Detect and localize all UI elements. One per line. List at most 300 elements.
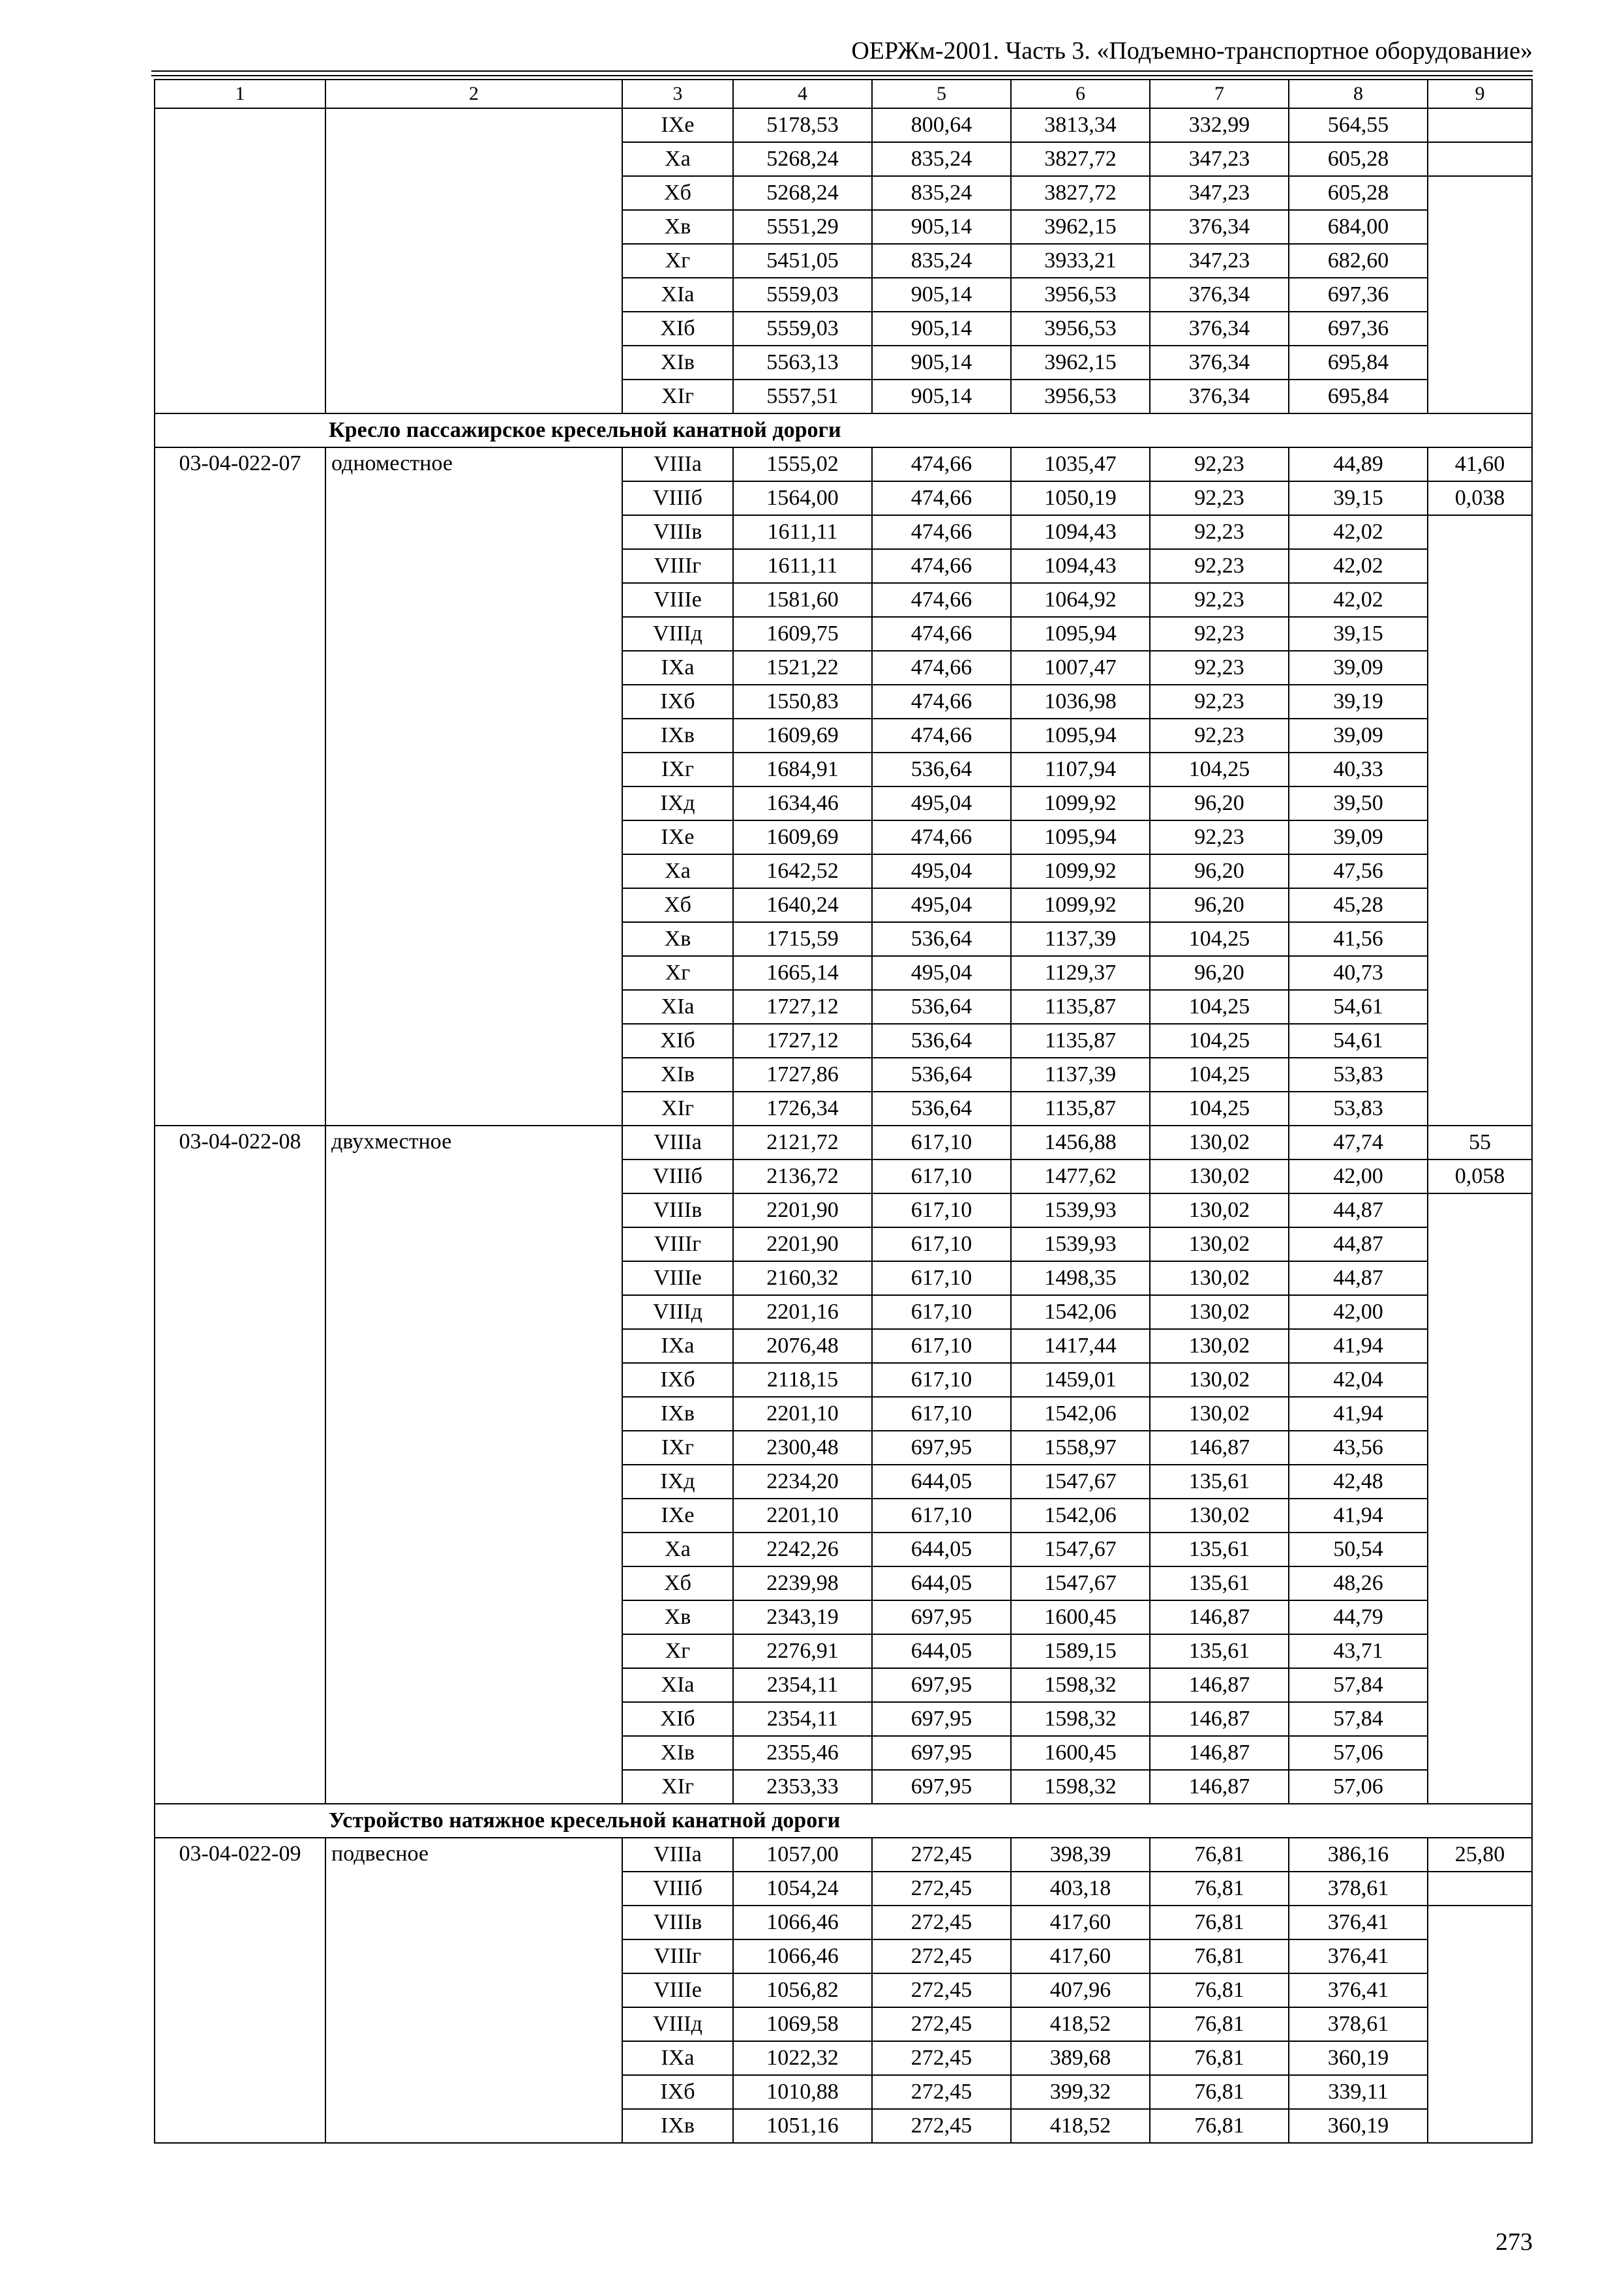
value-cell: 1598,32 xyxy=(1011,1770,1150,1804)
value-cell: 536,64 xyxy=(872,1092,1011,1126)
value-cell: 800,64 xyxy=(872,108,1011,142)
value-cell: 42,02 xyxy=(1289,583,1428,617)
value-cell: 1036,98 xyxy=(1011,685,1150,719)
section-row xyxy=(155,1804,1532,1838)
value-cell: 905,14 xyxy=(872,210,1011,244)
value-cell: 1054,24 xyxy=(733,1872,872,1906)
value-cell: 3827,72 xyxy=(1011,142,1150,176)
value-cell: 1598,32 xyxy=(1011,1702,1150,1736)
extra-empty xyxy=(1428,1906,1532,2143)
value-cell: 1542,06 xyxy=(1011,1499,1150,1533)
value-cell: 3956,53 xyxy=(1011,312,1150,346)
region-cell: VIIIб xyxy=(622,481,733,515)
value-cell: 697,95 xyxy=(872,1431,1011,1465)
value-cell: 96,20 xyxy=(1150,956,1289,990)
value-cell: 50,54 xyxy=(1289,1533,1428,1566)
extra-value xyxy=(1428,1872,1532,1906)
value-cell: 96,20 xyxy=(1150,888,1289,922)
value-cell: 2354,11 xyxy=(733,1702,872,1736)
value-cell: 474,66 xyxy=(872,583,1011,617)
value-cell: 2234,20 xyxy=(733,1465,872,1499)
value-cell: 5551,29 xyxy=(733,210,872,244)
value-cell: 130,02 xyxy=(1150,1363,1289,1397)
value-cell: 42,48 xyxy=(1289,1465,1428,1499)
value-cell: 1547,67 xyxy=(1011,1465,1150,1499)
value-cell: 1099,92 xyxy=(1011,888,1150,922)
value-cell: 697,36 xyxy=(1289,278,1428,312)
value-cell: 1107,94 xyxy=(1011,753,1150,786)
value-cell: 76,81 xyxy=(1150,2109,1289,2143)
value-cell: 1066,46 xyxy=(733,1906,872,1939)
region-cell: VIIIг xyxy=(622,1227,733,1261)
value-cell: 1035,47 xyxy=(1011,447,1150,481)
value-cell: 1094,43 xyxy=(1011,515,1150,549)
value-cell: 1521,22 xyxy=(733,651,872,685)
value-cell: 376,41 xyxy=(1289,1906,1428,1939)
value-cell: 43,71 xyxy=(1289,1634,1428,1668)
value-cell: 57,06 xyxy=(1289,1736,1428,1770)
value-cell: 1542,06 xyxy=(1011,1397,1150,1431)
value-cell: 1609,69 xyxy=(733,719,872,753)
value-cell: 92,23 xyxy=(1150,447,1289,481)
value-cell: 1555,02 xyxy=(733,447,872,481)
region-cell: VIIIд xyxy=(622,2007,733,2041)
region-cell: XIг xyxy=(622,1092,733,1126)
extra-value xyxy=(1428,108,1532,142)
region-cell: IXд xyxy=(622,1465,733,1499)
region-cell: VIIIб xyxy=(622,1159,733,1193)
extra-value: 0,058 xyxy=(1428,1159,1532,1193)
value-cell: 44,87 xyxy=(1289,1261,1428,1295)
value-cell: 1135,87 xyxy=(1011,990,1150,1024)
value-cell: 905,14 xyxy=(872,278,1011,312)
value-cell: 360,19 xyxy=(1289,2109,1428,2143)
value-cell: 417,60 xyxy=(1011,1939,1150,1973)
value-cell: 3956,53 xyxy=(1011,278,1150,312)
value-cell: 41,94 xyxy=(1289,1329,1428,1363)
value-cell: 41,94 xyxy=(1289,1397,1428,1431)
value-cell: 697,95 xyxy=(872,1736,1011,1770)
value-cell: 146,87 xyxy=(1150,1702,1289,1736)
value-cell: 146,87 xyxy=(1150,1600,1289,1634)
value-cell: 3962,15 xyxy=(1011,210,1150,244)
value-cell: 332,99 xyxy=(1150,108,1289,142)
value-cell: 2201,10 xyxy=(733,1397,872,1431)
value-cell: 2201,10 xyxy=(733,1499,872,1533)
value-cell: 1634,46 xyxy=(733,786,872,820)
value-cell: 3956,53 xyxy=(1011,380,1150,413)
section-row xyxy=(155,413,1532,447)
value-cell: 104,25 xyxy=(1150,1092,1289,1126)
value-cell: 2160,32 xyxy=(733,1261,872,1295)
value-cell: 5451,05 xyxy=(733,244,872,278)
region-cell: VIIIд xyxy=(622,617,733,651)
value-cell: 146,87 xyxy=(1150,1431,1289,1465)
value-cell: 5268,24 xyxy=(733,142,872,176)
value-cell: 272,45 xyxy=(872,2075,1011,2109)
value-cell: 1684,91 xyxy=(733,753,872,786)
column-number-row xyxy=(155,80,1532,108)
value-cell: 76,81 xyxy=(1150,1838,1289,1872)
value-cell: 44,89 xyxy=(1289,447,1428,481)
value-cell: 146,87 xyxy=(1150,1736,1289,1770)
value-cell: 474,66 xyxy=(872,515,1011,549)
value-cell: 104,25 xyxy=(1150,990,1289,1024)
resource-code: 03-04-022-09 xyxy=(155,1838,325,2143)
value-cell: 272,45 xyxy=(872,1838,1011,1872)
value-cell: 407,96 xyxy=(1011,1973,1150,2007)
region-cell: IXб xyxy=(622,1363,733,1397)
value-cell: 54,61 xyxy=(1289,990,1428,1024)
value-cell: 130,02 xyxy=(1150,1193,1289,1227)
value-cell: 644,05 xyxy=(872,1465,1011,1499)
value-cell: 92,23 xyxy=(1150,481,1289,515)
value-cell: 92,23 xyxy=(1150,617,1289,651)
region-cell: IXе xyxy=(622,1499,733,1533)
column-number: 1 xyxy=(155,80,325,108)
value-cell: 697,95 xyxy=(872,1770,1011,1804)
region-cell: Xг xyxy=(622,956,733,990)
value-cell: 1137,39 xyxy=(1011,922,1150,956)
value-cell: 474,66 xyxy=(872,719,1011,753)
region-cell: Xв xyxy=(622,922,733,956)
table-row xyxy=(155,1126,1532,1159)
value-cell: 39,09 xyxy=(1289,719,1428,753)
value-cell: 495,04 xyxy=(872,854,1011,888)
value-cell: 3962,15 xyxy=(1011,346,1150,380)
region-cell: IXв xyxy=(622,719,733,753)
value-cell: 42,02 xyxy=(1289,515,1428,549)
region-cell: Xб xyxy=(622,176,733,210)
value-cell: 1135,87 xyxy=(1011,1024,1150,1058)
region-cell: XIг xyxy=(622,380,733,413)
region-cell: Xв xyxy=(622,1600,733,1634)
region-cell: XIа xyxy=(622,278,733,312)
value-cell: 272,45 xyxy=(872,1939,1011,1973)
value-cell: 1727,12 xyxy=(733,1024,872,1058)
value-cell: 1642,52 xyxy=(733,854,872,888)
value-cell: 44,87 xyxy=(1289,1193,1428,1227)
region-cell: IXб xyxy=(622,2075,733,2109)
value-cell: 92,23 xyxy=(1150,549,1289,583)
value-cell: 130,02 xyxy=(1150,1159,1289,1193)
value-cell: 564,55 xyxy=(1289,108,1428,142)
resource-name: подвесное xyxy=(325,1838,622,2143)
value-cell: 398,39 xyxy=(1011,1838,1150,1872)
region-cell: IXа xyxy=(622,2041,733,2075)
section-title: Устройство натяжное кресельной канатной дороги xyxy=(155,1804,1532,1838)
value-cell: 47,74 xyxy=(1289,1126,1428,1159)
value-cell: 104,25 xyxy=(1150,922,1289,956)
value-cell: 617,10 xyxy=(872,1126,1011,1159)
value-cell: 2242,26 xyxy=(733,1533,872,1566)
value-cell: 53,83 xyxy=(1289,1058,1428,1092)
value-cell: 697,95 xyxy=(872,1668,1011,1702)
value-cell: 378,61 xyxy=(1289,1872,1428,1906)
value-cell: 5178,53 xyxy=(733,108,872,142)
value-cell: 617,10 xyxy=(872,1261,1011,1295)
value-cell: 495,04 xyxy=(872,956,1011,990)
value-cell: 1094,43 xyxy=(1011,549,1150,583)
region-cell: IXа xyxy=(622,1329,733,1363)
region-cell: XIв xyxy=(622,1058,733,1092)
region-cell: VIIIв xyxy=(622,1193,733,1227)
value-cell: 339,11 xyxy=(1289,2075,1428,2109)
column-number: 4 xyxy=(733,80,872,108)
region-cell: XIа xyxy=(622,990,733,1024)
region-cell: VIIIа xyxy=(622,447,733,481)
value-cell: 1727,12 xyxy=(733,990,872,1024)
value-cell: 376,41 xyxy=(1289,1973,1428,2007)
value-cell: 360,19 xyxy=(1289,2041,1428,2075)
region-cell: XIг xyxy=(622,1770,733,1804)
resource-code: 03-04-022-08 xyxy=(155,1126,325,1804)
value-cell: 1064,92 xyxy=(1011,583,1150,617)
value-cell: 272,45 xyxy=(872,2041,1011,2075)
value-cell: 43,56 xyxy=(1289,1431,1428,1465)
region-cell: VIIIв xyxy=(622,1906,733,1939)
value-cell: 2343,19 xyxy=(733,1600,872,1634)
value-cell: 92,23 xyxy=(1150,583,1289,617)
region-cell: VIIIе xyxy=(622,1261,733,1295)
value-cell: 2118,15 xyxy=(733,1363,872,1397)
value-cell: 474,66 xyxy=(872,651,1011,685)
value-cell: 835,24 xyxy=(872,142,1011,176)
resource-name xyxy=(325,108,622,413)
value-cell: 53,83 xyxy=(1289,1092,1428,1126)
price-table xyxy=(154,79,1533,2144)
value-cell: 1057,00 xyxy=(733,1838,872,1872)
value-cell: 5563,13 xyxy=(733,346,872,380)
column-number: 3 xyxy=(622,80,733,108)
value-cell: 1727,86 xyxy=(733,1058,872,1092)
value-cell: 1050,19 xyxy=(1011,481,1150,515)
value-cell: 96,20 xyxy=(1150,786,1289,820)
value-cell: 272,45 xyxy=(872,2007,1011,2041)
value-cell: 42,00 xyxy=(1289,1295,1428,1329)
region-cell: IXг xyxy=(622,1431,733,1465)
value-cell: 835,24 xyxy=(872,176,1011,210)
value-cell: 378,61 xyxy=(1289,2007,1428,2041)
column-number: 9 xyxy=(1428,80,1532,108)
value-cell: 1007,47 xyxy=(1011,651,1150,685)
value-cell: 617,10 xyxy=(872,1397,1011,1431)
value-cell: 1056,82 xyxy=(733,1973,872,2007)
column-number: 2 xyxy=(325,80,622,108)
table-body xyxy=(155,108,1532,2143)
region-cell: Xб xyxy=(622,1566,733,1600)
value-cell: 644,05 xyxy=(872,1566,1011,1600)
value-cell: 3827,72 xyxy=(1011,176,1150,210)
value-cell: 617,10 xyxy=(872,1499,1011,1533)
value-cell: 104,25 xyxy=(1150,753,1289,786)
region-cell: XIа xyxy=(622,1668,733,1702)
value-cell: 835,24 xyxy=(872,244,1011,278)
extra-empty xyxy=(1428,515,1532,1126)
region-cell: VIIIб xyxy=(622,1872,733,1906)
value-cell: 76,81 xyxy=(1150,1939,1289,1973)
value-cell: 1129,37 xyxy=(1011,956,1150,990)
value-cell: 2121,72 xyxy=(733,1126,872,1159)
value-cell: 96,20 xyxy=(1150,854,1289,888)
value-cell: 684,00 xyxy=(1289,210,1428,244)
value-cell: 347,23 xyxy=(1150,142,1289,176)
extra-value xyxy=(1428,142,1532,176)
region-cell: VIIIе xyxy=(622,1973,733,2007)
region-cell: IXе xyxy=(622,108,733,142)
value-cell: 1665,14 xyxy=(733,956,872,990)
value-cell: 474,66 xyxy=(872,481,1011,515)
value-cell: 1459,01 xyxy=(1011,1363,1150,1397)
value-cell: 2136,72 xyxy=(733,1159,872,1193)
value-cell: 2201,90 xyxy=(733,1193,872,1227)
region-cell: VIIIг xyxy=(622,1939,733,1973)
value-cell: 2201,16 xyxy=(733,1295,872,1329)
value-cell: 1135,87 xyxy=(1011,1092,1150,1126)
value-cell: 617,10 xyxy=(872,1193,1011,1227)
value-cell: 695,84 xyxy=(1289,346,1428,380)
value-cell: 48,26 xyxy=(1289,1566,1428,1600)
value-cell: 495,04 xyxy=(872,786,1011,820)
value-cell: 92,23 xyxy=(1150,515,1289,549)
value-cell: 42,04 xyxy=(1289,1363,1428,1397)
page-number: 273 xyxy=(1496,2228,1533,2256)
value-cell: 1715,59 xyxy=(733,922,872,956)
value-cell: 617,10 xyxy=(872,1329,1011,1363)
value-cell: 376,34 xyxy=(1150,346,1289,380)
extra-value: 25,80 xyxy=(1428,1838,1532,1872)
value-cell: 76,81 xyxy=(1150,1973,1289,2007)
value-cell: 1095,94 xyxy=(1011,719,1150,753)
value-cell: 76,81 xyxy=(1150,2007,1289,2041)
region-cell: XIб xyxy=(622,1024,733,1058)
value-cell: 536,64 xyxy=(872,1024,1011,1058)
value-cell: 474,66 xyxy=(872,549,1011,583)
value-cell: 1609,69 xyxy=(733,820,872,854)
value-cell: 536,64 xyxy=(872,753,1011,786)
region-cell: IXв xyxy=(622,1397,733,1431)
value-cell: 1547,67 xyxy=(1011,1566,1150,1600)
value-cell: 130,02 xyxy=(1150,1499,1289,1533)
region-cell: IXд xyxy=(622,786,733,820)
region-cell: XIв xyxy=(622,1736,733,1770)
value-cell: 605,28 xyxy=(1289,176,1428,210)
value-cell: 272,45 xyxy=(872,1872,1011,1906)
value-cell: 386,16 xyxy=(1289,1838,1428,1872)
value-cell: 1609,75 xyxy=(733,617,872,651)
resource-name: двухместное xyxy=(325,1126,622,1804)
region-cell: XIб xyxy=(622,1702,733,1736)
region-cell: IXв xyxy=(622,2109,733,2143)
value-cell: 135,61 xyxy=(1150,1566,1289,1600)
value-cell: 697,36 xyxy=(1289,312,1428,346)
resource-code xyxy=(155,108,325,413)
value-cell: 1066,46 xyxy=(733,1939,872,1973)
value-cell: 905,14 xyxy=(872,346,1011,380)
value-cell: 474,66 xyxy=(872,685,1011,719)
value-cell: 1095,94 xyxy=(1011,617,1150,651)
value-cell: 2355,46 xyxy=(733,1736,872,1770)
extra-empty xyxy=(1428,1193,1532,1804)
table-row xyxy=(155,1838,1532,1872)
value-cell: 40,33 xyxy=(1289,753,1428,786)
value-cell: 1539,93 xyxy=(1011,1227,1150,1261)
value-cell: 2276,91 xyxy=(733,1634,872,1668)
value-cell: 39,09 xyxy=(1289,651,1428,685)
value-cell: 1498,35 xyxy=(1011,1261,1150,1295)
value-cell: 39,15 xyxy=(1289,617,1428,651)
region-cell: VIIIа xyxy=(622,1838,733,1872)
value-cell: 1589,15 xyxy=(1011,1634,1150,1668)
value-cell: 605,28 xyxy=(1289,142,1428,176)
extra-value: 41,60 xyxy=(1428,447,1532,481)
value-cell: 2354,11 xyxy=(733,1668,872,1702)
value-cell: 403,18 xyxy=(1011,1872,1150,1906)
region-cell: Xг xyxy=(622,1634,733,1668)
value-cell: 76,81 xyxy=(1150,2041,1289,2075)
value-cell: 41,56 xyxy=(1289,922,1428,956)
value-cell: 1564,00 xyxy=(733,481,872,515)
region-cell: IXг xyxy=(622,753,733,786)
value-cell: 536,64 xyxy=(872,990,1011,1024)
region-cell: VIIIв xyxy=(622,515,733,549)
value-cell: 2353,33 xyxy=(733,1770,872,1804)
value-cell: 130,02 xyxy=(1150,1126,1289,1159)
region-cell: IXе xyxy=(622,820,733,854)
value-cell: 1581,60 xyxy=(733,583,872,617)
value-cell: 57,84 xyxy=(1289,1668,1428,1702)
region-cell: VIIIд xyxy=(622,1295,733,1329)
value-cell: 1558,97 xyxy=(1011,1431,1150,1465)
value-cell: 1611,11 xyxy=(733,515,872,549)
value-cell: 617,10 xyxy=(872,1227,1011,1261)
value-cell: 130,02 xyxy=(1150,1261,1289,1295)
value-cell: 1550,83 xyxy=(733,685,872,719)
value-cell: 42,02 xyxy=(1289,549,1428,583)
value-cell: 104,25 xyxy=(1150,1058,1289,1092)
value-cell: 42,00 xyxy=(1289,1159,1428,1193)
value-cell: 39,09 xyxy=(1289,820,1428,854)
value-cell: 44,87 xyxy=(1289,1227,1428,1261)
value-cell: 376,34 xyxy=(1150,380,1289,413)
value-cell: 135,61 xyxy=(1150,1465,1289,1499)
value-cell: 1095,94 xyxy=(1011,820,1150,854)
region-cell: IXа xyxy=(622,651,733,685)
value-cell: 44,79 xyxy=(1289,1600,1428,1634)
value-cell: 1547,67 xyxy=(1011,1533,1150,1566)
value-cell: 5268,24 xyxy=(733,176,872,210)
value-cell: 682,60 xyxy=(1289,244,1428,278)
value-cell: 76,81 xyxy=(1150,1906,1289,1939)
value-cell: 617,10 xyxy=(872,1363,1011,1397)
value-cell: 146,87 xyxy=(1150,1770,1289,1804)
value-cell: 47,56 xyxy=(1289,854,1428,888)
column-number: 7 xyxy=(1150,80,1289,108)
value-cell: 376,34 xyxy=(1150,210,1289,244)
value-cell: 617,10 xyxy=(872,1295,1011,1329)
value-cell: 399,32 xyxy=(1011,2075,1150,2109)
value-cell: 5559,03 xyxy=(733,312,872,346)
value-cell: 92,23 xyxy=(1150,719,1289,753)
value-cell: 376,41 xyxy=(1289,1939,1428,1973)
value-cell: 3813,34 xyxy=(1011,108,1150,142)
value-cell: 130,02 xyxy=(1150,1295,1289,1329)
value-cell: 2201,90 xyxy=(733,1227,872,1261)
value-cell: 272,45 xyxy=(872,1973,1011,2007)
value-cell: 1600,45 xyxy=(1011,1600,1150,1634)
value-cell: 697,95 xyxy=(872,1702,1011,1736)
value-cell: 57,06 xyxy=(1289,1770,1428,1804)
